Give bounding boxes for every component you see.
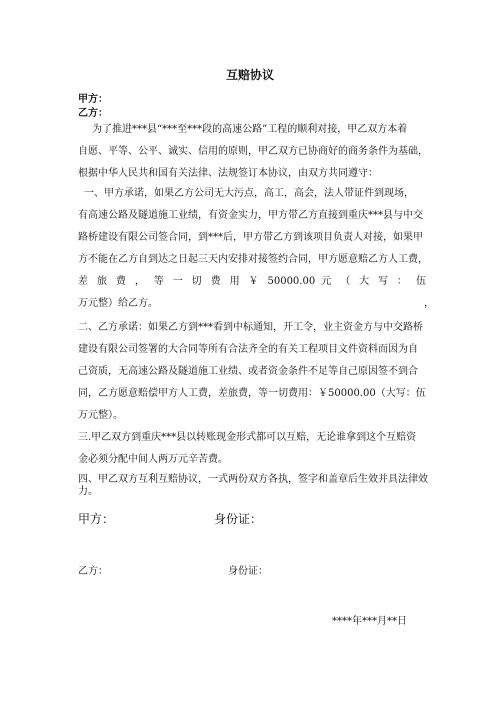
clause1-line: 差 旅 费 ， 等 一 切 费 用 ￥ 50000.00 元 （ 大 写 ： 伍 bbox=[78, 276, 426, 287]
sign-party-a-id-label: 身份证： bbox=[214, 512, 263, 526]
clause2-line: 己资质，无高速公路及隧道施工业绩、或者资金条件不足等自己原因签不到合 bbox=[78, 366, 418, 377]
document-title: 互赔协议 bbox=[225, 68, 274, 82]
intro-line: 自愿、平等、公平、诚实、信用的原则，甲乙双方已协商好的商务条件为基础， bbox=[78, 146, 428, 157]
clause4-line: 力。 bbox=[78, 486, 98, 497]
clause1-line: 方不能在乙方自到达之日起三天内安排对接签约合同，甲方愿意赔乙方人工费， bbox=[78, 254, 428, 265]
party-b-heading: 乙方： bbox=[78, 108, 108, 119]
clause1-line: 万元整）给乙方。 bbox=[78, 298, 158, 309]
clause3-line: 三.甲乙双方到重庆***县以转账现金形式都可以互赔，无论谁拿到这个互赔资 bbox=[78, 432, 417, 443]
clause2-line: 二、乙方承诺：如果乙方到***看到中标通知，开工令，业主资金方与中交路桥 bbox=[78, 322, 423, 333]
clause1-line: 一、甲方承诺，如果乙方公司无大污点，高工，高会，法人带证件到现场， bbox=[84, 188, 414, 199]
clause2-line: 同，乙方愿意赔偿甲方人工费，差旅费，等一切费用：￥50000.00（大写：伍 bbox=[78, 388, 426, 399]
intro-line: 为了推进***县“***至***段的高速公路”工程的顺利对接，甲乙双方本着 bbox=[92, 124, 408, 135]
party-a-heading: 甲方： bbox=[78, 94, 108, 105]
clause4-line: 四、甲乙双方互利互赔协议，一式两份双方各执，签字和盖章后生效并具法律效 bbox=[78, 474, 428, 485]
clause1-line: 路桥建设有限公司签合同，到***后，甲方带乙方到该项目负责人对接，如果甲 bbox=[78, 232, 423, 243]
sign-party-a-label: 甲方： bbox=[78, 512, 115, 526]
sign-party-b-label: 乙方： bbox=[78, 566, 108, 577]
intro-line: 根据中华人民共和国有关法律、法规签订本协议，由双方共同遵守： bbox=[78, 168, 378, 179]
clause2-line: 万元整）。 bbox=[78, 410, 123, 421]
clause3-line: 金必须分配中间人两万元辛苦费。 bbox=[78, 454, 228, 465]
sign-party-b-id-label: 身份证： bbox=[228, 566, 268, 577]
clause1-comma: ， bbox=[424, 298, 434, 309]
signing-date: ****年***月**日 bbox=[332, 616, 407, 627]
clause2-line: 建设有限公司签署的大合同等所有合法齐全的有关工程项目文件资料而因为自 bbox=[78, 344, 418, 355]
clause1-line: 有高速公路及隧道施工业绩，有资金实力，甲方带乙方直接到重庆***县与中交 bbox=[78, 210, 423, 221]
